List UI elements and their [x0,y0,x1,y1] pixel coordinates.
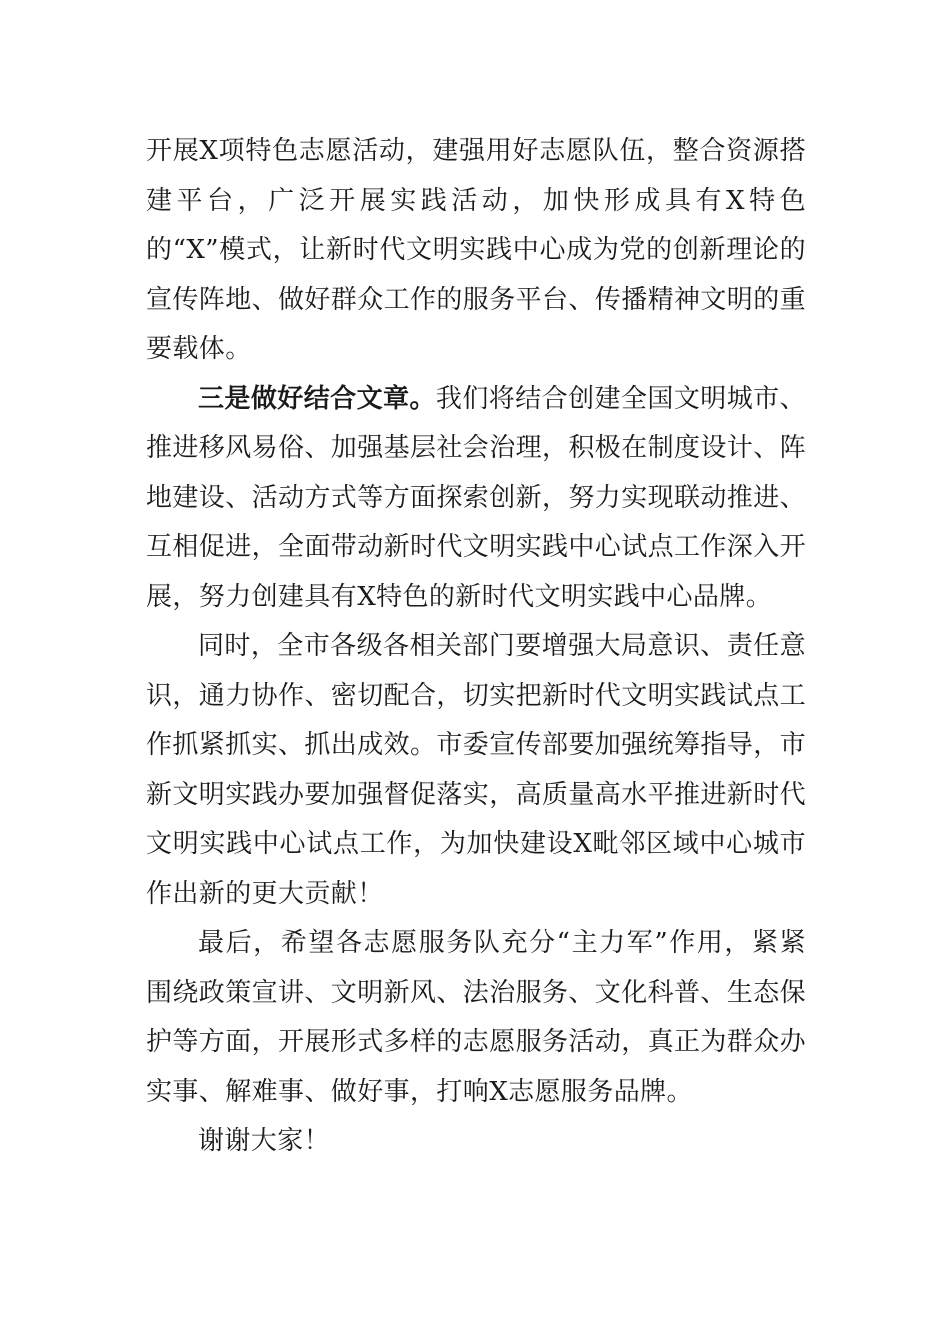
paragraph-text: 谢谢大家！ [198,1126,331,1156]
paragraph-thanks [146,1117,806,1167]
paragraph-text: 开展X项特色志愿活动，建强用好志愿队伍，整合资源搭建平台，广泛开展实践活动，加快形成具有X特色的“X”模式，让新时代文明实践中心成为党的创新理论的宣传阵地、做好群众工作的服务平台、传播精神文明的重要载体。 [146,136,807,364]
paragraph-lead-heading: 三是做好结合文章。 [198,383,436,414]
paragraph-text: 同时，全市各级各相关部门要增强大局意识、责任意识，通力协作、密切配合，切实把新时代文明实践试点工作抓紧抓实、抓出成效。市委宣传部要加强统筹指导，市新文明实践办要加强督促落实，高质量高水平推进新时代文明实践中心试点工作，为加快建设X毗邻区域中心城市作出新的更大贡献！ [146,631,807,909]
paragraph-point-three [146,375,806,623]
paragraph-meanwhile [146,622,806,919]
paragraph-text: 最后，希望各志愿服务队充分“主力军”作用，紧紧围绕政策宣讲、文明新风、法治服务、文化科普、生态保护等方面，开展形式多样的志愿服务活动，真正为群众办实事、解难事、做好事，打响X志愿服务品牌。 [146,928,807,1107]
paragraph-text: 我们将结合创建全国文明城市、推进移风易俗、加强基层社会治理，积极在制度设计、阵地建设、活动方式等方面探索创新，努力实现联动推进、互相促进，全面带动新时代文明实践中心试点工作深入开展，努力创建具有X特色的新时代文明实践中心品牌。 [146,383,807,612]
document-body [146,127,806,1167]
paragraph-finally [146,919,806,1117]
paragraph-continuation [146,127,806,375]
